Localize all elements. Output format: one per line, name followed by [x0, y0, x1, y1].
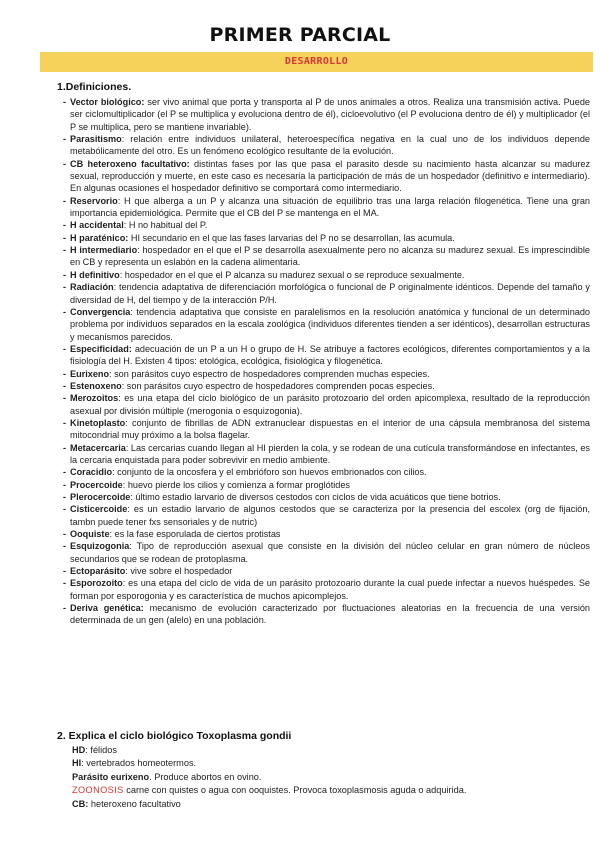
definition-text: : huevo pierde los cilios y comienza a formar proglótides: [122, 479, 350, 490]
bullet-dash: -: [63, 269, 67, 280]
definition-term: Procercoide: [70, 479, 123, 490]
cycle-line-cb: [72, 798, 582, 811]
definition-term: Estenoxeno: [70, 380, 122, 391]
definition-item: [57, 96, 590, 133]
bullet-dash: -: [63, 603, 67, 614]
definition-text: : último estadio larvario de diversos cestodos con ciclos de vida acuáticos que tiene botrios.: [130, 492, 501, 502]
definition-term: Especificidad:: [70, 343, 132, 354]
bullet-dash: -: [63, 195, 67, 206]
cycle-term: CB:: [72, 798, 89, 809]
bullet-dash: -: [63, 380, 67, 391]
definition-text: ser vivo animal que porta y transporta al P de unos animales a otros. Realiza una transmisión activa. Puede ser ciclomultiplicador (el P se multiplica y evoluciona dentro de él), cicloevolutivo (el P evoluciona dentro de él) y multiplicador (el P se multiplica, pero se mantiene invariable).: [70, 97, 590, 132]
bullet-dash: -: [63, 417, 67, 428]
definition-term: Esquizogonia: [70, 541, 130, 552]
cycle-term: HI: [72, 758, 82, 769]
definition-item: [57, 269, 590, 281]
bullet-dash: -: [63, 467, 67, 478]
definition-text: : son parásitos cuyo espectro de hospedadores comprenden muchas especies.: [109, 368, 430, 379]
definition-term: H accidental: [70, 220, 124, 231]
bullet-dash: -: [63, 97, 67, 107]
bullet-dash: -: [63, 442, 67, 453]
cycle-line-hd: [72, 744, 582, 757]
definition-term: Kinetoplasto: [70, 417, 126, 428]
bullet-dash: -: [63, 232, 67, 243]
definition-text: : relación entre individuos unilateral, heteroespecífica negativa en la cual uno de los individuos depende metabólicamente del otro. Es un fenómeno ecológico resultante de la evolución.: [70, 134, 590, 157]
banner-label: DESARROLLO: [284, 56, 349, 67]
definition-item: [57, 306, 590, 343]
cycle-text: : vertebrados homeotermos.: [81, 758, 197, 769]
definition-term: Vector biológico:: [70, 97, 145, 107]
bullet-dash: -: [63, 541, 67, 552]
bullet-dash: -: [63, 282, 67, 293]
definition-text: : hospedador en el que el P se desarrolla asexualmente pero no alcanza su madurez sexual. Es imprescindible en CB y representa un eslabón en la cadena alimentaria.: [70, 245, 590, 268]
definition-item: [57, 417, 590, 442]
cycle-text: : félidos: [85, 745, 117, 755]
definition-text: : H no habitual del P.: [123, 220, 208, 231]
cycle-text: heteroxeno facultativo: [88, 798, 181, 809]
definition-term: Merozoitos: [70, 393, 119, 404]
bullet-dash: -: [63, 134, 67, 145]
definition-item: [57, 158, 590, 195]
definition-term: Reservorio: [70, 195, 118, 206]
cycle-line-eurixeno: [72, 771, 582, 784]
zoonosis-label: ZOONOSIS: [72, 785, 124, 796]
definition-item: [57, 442, 590, 467]
definition-term: Metacercaria: [70, 442, 126, 453]
definition-term: H paraténico:: [70, 232, 129, 243]
definition-text: : es la fase esporulada de ciertos protistas: [109, 529, 281, 540]
definition-text: adecuación de un P a un H o grupo de H. Se atribuye a factores ecológicos, diferentes comportamientos y a la fisiología del H. Existen 4 tipos: etológica, ecológica, fisiológica y filogenética.: [70, 343, 590, 367]
bullet-dash: -: [63, 220, 67, 231]
cycle-text: . Produce abortos en ovino.: [149, 771, 262, 782]
definition-text: : vive sobre el hospedador: [125, 566, 233, 577]
cycle-text: carne con quistes o agua con ooquistes. Provoca toxoplasmosis aguda o adquirida.: [123, 785, 467, 796]
cycle-line-zoonosis: [72, 784, 582, 797]
definition-item: [57, 602, 590, 627]
definition-text: : es un estadio larvario de algunos cestodos que se caracteriza por la presencia del escolex (org de fijación, tambn puede tener fxs sensoriales y de nutric): [70, 504, 590, 527]
bullet-dash: -: [63, 343, 67, 354]
toxoplasma-cycle: [72, 744, 582, 811]
definition-item: [57, 368, 590, 380]
bullet-dash: -: [63, 529, 67, 540]
definition-item: [57, 133, 590, 158]
bullet-dash: -: [63, 566, 67, 577]
bullet-dash: -: [63, 492, 67, 502]
definition-item: [57, 343, 590, 368]
definition-term: Ooquiste: [70, 529, 110, 540]
definition-item: [57, 540, 590, 565]
definition-term: Parasitismo: [70, 134, 122, 145]
definition-item: [57, 392, 590, 417]
definition-text: : tendencia adaptativa de diferenciación morfológica o funcional de P originalmente idénticos. Depende del tamaño y diversidad de H, del tiempo y de la interacción P/H.: [70, 282, 590, 305]
definition-term: Deriva genética:: [70, 603, 144, 614]
definition-text: : hospedador en el que el P alcanza su madurez sexual o se reproduce sexualmente.: [119, 269, 465, 280]
definition-item: [57, 466, 590, 478]
definition-term: Ectoparásito: [70, 566, 126, 577]
definition-text: mecanismo de evolución caracterizado por fluctuaciones aleatorias en la frecuencia de una versión determinada de un gen (alelo) en una población.: [70, 603, 590, 626]
definition-item: [57, 565, 590, 577]
definition-term: H intermediario: [70, 245, 138, 256]
definition-item: [57, 380, 590, 392]
definition-term: Plerocercoide: [70, 492, 131, 502]
definition-item: [57, 219, 590, 231]
definition-item: [57, 281, 590, 306]
definition-text: : son parásitos cuyo espectro de hospedadores comprenden pocas especies.: [121, 380, 435, 391]
definition-item: [57, 528, 590, 540]
bullet-dash: -: [63, 158, 67, 169]
definition-text: : Tipo de reproducción asexual que consiste en la división del núcleo celular en gran número de núcleos secundarios que se rodean de protoplasma.: [70, 541, 590, 564]
bullet-dash: -: [63, 504, 67, 515]
definition-text: : tendencia adaptativa que consiste en paralelismos en la resolución anatómica y funcional de un determinado problema por individuos separados en la escala zoológica (individuos diferentes tienden a ser idénticos), desarrollan estructuras y mecanismos parecidos.: [70, 306, 590, 342]
definition-term: CB heteroxeno facultativo:: [70, 158, 190, 169]
bullet-dash: -: [63, 245, 67, 256]
definition-term: Eurixeno: [70, 368, 110, 379]
page-title: PRIMER PARCIAL: [209, 24, 391, 46]
definition-term: Convergencia: [70, 306, 131, 317]
definition-text: : H que alberga a un P y alcanza una situación de equilibrio tras una larga relación filogenética. Tiene una gran importancia epidemiológica. Permite que el CB del P se mantenga en el MA.: [70, 195, 590, 219]
definition-text: : conjunto de fibrillas de ADN extranuclear dispuestas en el interior de una cápsula membranosa del sistema mitocondrial muy próximo a la bolsa flagelar.: [70, 417, 590, 441]
definition-term: H definitivo: [70, 269, 120, 280]
cycle-term: HD: [72, 745, 86, 755]
definitions-list: [57, 96, 590, 627]
section-1-title: 1.Definiciones.: [57, 81, 132, 93]
definition-item: [57, 232, 590, 244]
bullet-dash: -: [63, 306, 67, 317]
definition-term: Esporozoito: [70, 578, 123, 589]
definition-term: Cisticercoide: [70, 504, 128, 515]
definition-text: : es una etapa del ciclo de vida de un parásito protozoario durante la cual puede infectar a nuevos huéspedes. Se forman por esporogonia y es característica de muchos apicomplejos.: [70, 578, 590, 601]
cycle-term: Parásito eurixeno: [72, 771, 150, 782]
bullet-dash: -: [63, 393, 67, 404]
definition-text: : conjunto de la oncosfera y el embrióforo son huevos embrionados con cilios.: [112, 467, 427, 478]
definition-item: [57, 491, 590, 503]
definition-text: : es una etapa del ciclo biológico de un parásito protozoario del orden apicomplexa, resultado de la reproducción asexual por división múltiple (merogonia o esquizogonia).: [70, 393, 590, 416]
definition-term: Radiación: [70, 282, 114, 293]
section-2-title: 2. Explica el ciclo biológico Toxoplasma gondii: [57, 730, 292, 742]
cycle-line-hi: [72, 757, 582, 770]
definition-item: [57, 503, 590, 528]
definition-text: distintas fases por las que pasa el parasito desde su nacimiento hasta alcanzar su madurez sexual, reproducción y muerte, en este caso es necesaria la participación de más de un hospedador (definitivo e intermediario). En algunas ocasiones el hospedador definitivo se comportará como intermediario.: [70, 158, 591, 194]
definition-item: [57, 577, 590, 602]
section-banner: [40, 52, 593, 72]
definition-text: HI secundario en el que las fases larvarias del P no se desarrollan, las acumula.: [128, 232, 455, 243]
bullet-dash: -: [63, 368, 67, 379]
definition-text: : Las cercarias cuando llegan al HI pierden la cola, y se rodean de una cutícula transformándose en infectantes, es la cercaria enquistada para poder sobrevivir en medio ambiente.: [70, 442, 590, 465]
definition-item: [57, 479, 590, 491]
definition-item: [57, 195, 590, 220]
bullet-dash: -: [63, 479, 67, 490]
definition-item: [57, 244, 590, 269]
definition-term: Coracidio: [70, 467, 113, 478]
bullet-dash: -: [63, 578, 67, 589]
